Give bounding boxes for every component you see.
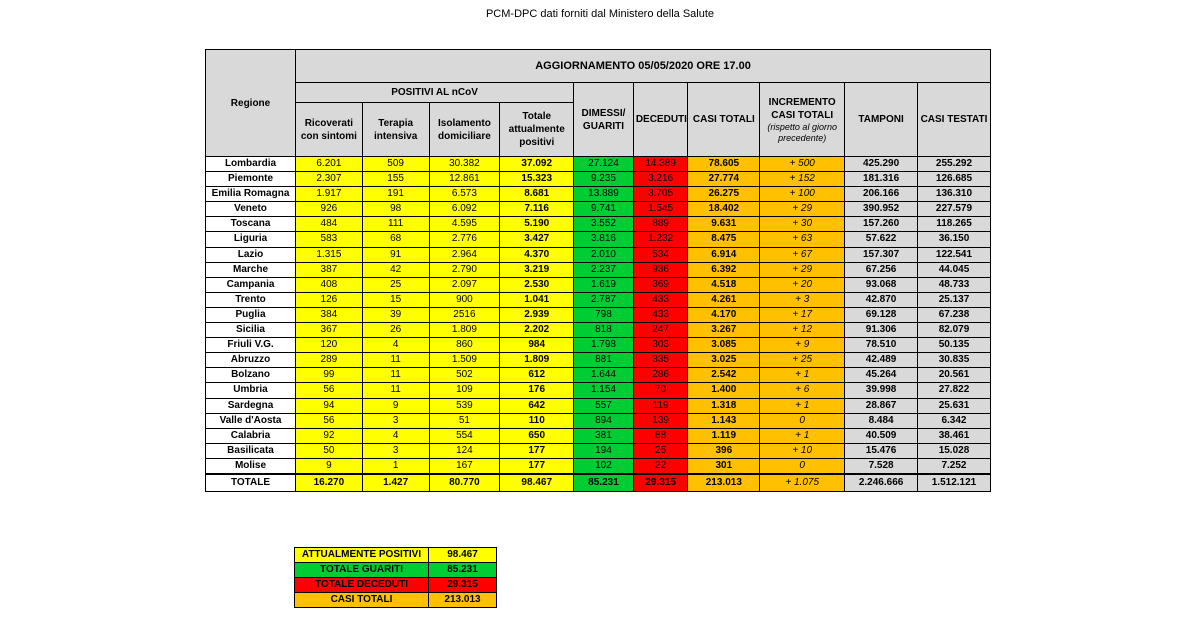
cell-dimessi: 9.235: [574, 172, 634, 187]
cell-isolamento: 2.790: [429, 262, 500, 277]
cell-dimessi: 818: [574, 323, 634, 338]
table-row: [206, 307, 991, 322]
cell-casi-totali: 4.518: [688, 277, 760, 292]
cell-incremento: + 9: [760, 338, 845, 353]
cell-casi-testati: 136.310: [917, 187, 990, 202]
covid-data-table: [205, 49, 991, 492]
summary-row: [295, 578, 497, 593]
cell-casi-testati: 126.685: [917, 172, 990, 187]
cell-region: Marche: [206, 262, 296, 277]
cell-deceduti: 3.705: [633, 187, 688, 202]
summary-value: 98.467: [429, 548, 497, 563]
cell-dimessi: 3.552: [574, 217, 634, 232]
cell-incremento: + 10: [760, 443, 845, 458]
cell-ricoverati: 92: [296, 428, 363, 443]
cell-casi-totali: 8.475: [688, 232, 760, 247]
cell-isolamento: 860: [429, 338, 500, 353]
table-row: [206, 428, 991, 443]
total-isolamento: 80.770: [429, 474, 500, 492]
cell-dimessi: 1.798: [574, 338, 634, 353]
cell-region: Bolzano: [206, 368, 296, 383]
summary-table: [294, 547, 497, 608]
total-incremento: + 1.075: [760, 474, 845, 492]
cell-tamponi: 157.307: [845, 247, 918, 262]
header-deceduti: DECEDUTI: [633, 83, 688, 157]
total-label: TOTALE: [206, 474, 296, 492]
table-row: [206, 262, 991, 277]
cell-terapia: 9: [362, 398, 429, 413]
cell-casi-testati: 30.835: [917, 353, 990, 368]
cell-incremento: + 29: [760, 262, 845, 277]
cell-casi-testati: 27.822: [917, 383, 990, 398]
header-dimessi: DIMESSI/ GUARITI: [574, 83, 634, 157]
cell-ricoverati: 387: [296, 262, 363, 277]
table-row: [206, 353, 991, 368]
cell-tamponi: 93.068: [845, 277, 918, 292]
total-dimessi: 85.231: [574, 474, 634, 492]
cell-tamponi: 157.260: [845, 217, 918, 232]
cell-dimessi: 1.619: [574, 277, 634, 292]
cell-casi-testati: 50.135: [917, 338, 990, 353]
cell-isolamento: 1.509: [429, 353, 500, 368]
cell-totale-pos: 2.939: [500, 307, 574, 322]
cell-dimessi: 27.124: [574, 157, 634, 172]
cell-tamponi: 15.476: [845, 443, 918, 458]
header-incremento-note: (rispetto al giorno precedente): [767, 121, 837, 143]
cell-terapia: 1: [362, 458, 429, 474]
header-incremento: [760, 83, 845, 157]
table-row: [206, 338, 991, 353]
cell-ricoverati: 926: [296, 202, 363, 217]
cell-casi-testati: 25.631: [917, 398, 990, 413]
header-totale-positivi: Totale attualmente positivi: [500, 103, 574, 157]
cell-isolamento: 539: [429, 398, 500, 413]
cell-isolamento: 2.097: [429, 277, 500, 292]
cell-totale-pos: 984: [500, 338, 574, 353]
cell-isolamento: 4.595: [429, 217, 500, 232]
header-tamponi: TAMPONI: [845, 83, 918, 157]
cell-casi-totali: 3.025: [688, 353, 760, 368]
cell-casi-totali: 1.143: [688, 413, 760, 428]
cell-casi-testati: 7.252: [917, 458, 990, 474]
cell-casi-testati: 38.461: [917, 428, 990, 443]
summary-row: [295, 563, 497, 578]
cell-region: Umbria: [206, 383, 296, 398]
cell-tamponi: 42.489: [845, 353, 918, 368]
cell-totale-pos: 177: [500, 458, 574, 474]
cell-tamponi: 181.316: [845, 172, 918, 187]
total-casi-totali: 213.013: [688, 474, 760, 492]
total-ricoverati: 16.270: [296, 474, 363, 492]
cell-incremento: + 20: [760, 277, 845, 292]
cell-casi-totali: 6.392: [688, 262, 760, 277]
cell-incremento: + 1: [760, 368, 845, 383]
cell-deceduti: 335: [633, 353, 688, 368]
cell-terapia: 91: [362, 247, 429, 262]
cell-region: Lombardia: [206, 157, 296, 172]
cell-casi-totali: 1.119: [688, 428, 760, 443]
cell-isolamento: 1.809: [429, 323, 500, 338]
cell-dimessi: 2.787: [574, 292, 634, 307]
cell-casi-totali: 27.774: [688, 172, 760, 187]
table-row: [206, 247, 991, 262]
total-totale-positivi: 98.467: [500, 474, 574, 492]
cell-ricoverati: 126: [296, 292, 363, 307]
cell-totale-pos: 4.370: [500, 247, 574, 262]
cell-tamponi: 28.867: [845, 398, 918, 413]
cell-incremento: + 29: [760, 202, 845, 217]
cell-tamponi: 390.952: [845, 202, 918, 217]
cell-deceduti: 286: [633, 368, 688, 383]
header-casi-testati: CASI TESTATI: [917, 83, 990, 157]
cell-terapia: 3: [362, 413, 429, 428]
cell-casi-testati: 82.079: [917, 323, 990, 338]
cell-terapia: 11: [362, 383, 429, 398]
cell-terapia: 42: [362, 262, 429, 277]
cell-incremento: + 30: [760, 217, 845, 232]
cell-incremento: + 12: [760, 323, 845, 338]
cell-tamponi: 8.484: [845, 413, 918, 428]
cell-ricoverati: 367: [296, 323, 363, 338]
cell-tamponi: 69.128: [845, 307, 918, 322]
cell-totale-pos: 5.190: [500, 217, 574, 232]
cell-deceduti: 303: [633, 338, 688, 353]
cell-dimessi: 3.816: [574, 232, 634, 247]
cell-totale-pos: 612: [500, 368, 574, 383]
cell-dimessi: 881: [574, 353, 634, 368]
cell-totale-pos: 8.681: [500, 187, 574, 202]
cell-tamponi: 206.166: [845, 187, 918, 202]
cell-deceduti: 433: [633, 292, 688, 307]
cell-totale-pos: 650: [500, 428, 574, 443]
cell-ricoverati: 120: [296, 338, 363, 353]
cell-isolamento: 51: [429, 413, 500, 428]
table-row: [206, 202, 991, 217]
cell-dimessi: 2.237: [574, 262, 634, 277]
total-tamponi: 2.246.666: [845, 474, 918, 492]
cell-region: Toscana: [206, 217, 296, 232]
table-row: [206, 157, 991, 172]
table-row: [206, 368, 991, 383]
cell-terapia: 155: [362, 172, 429, 187]
cell-tamponi: 67.256: [845, 262, 918, 277]
cell-region: Campania: [206, 277, 296, 292]
header-ricoverati: Ricoverati con sintomi: [296, 103, 363, 157]
header-region: Regione: [206, 50, 296, 157]
cell-totale-pos: 2.530: [500, 277, 574, 292]
summary-value: 213.013: [429, 593, 497, 608]
cell-dimessi: 102: [574, 458, 634, 474]
cell-region: Calabria: [206, 428, 296, 443]
cell-deceduti: 369: [633, 277, 688, 292]
cell-terapia: 26: [362, 323, 429, 338]
cell-dimessi: 798: [574, 307, 634, 322]
table-row: [206, 443, 991, 458]
cell-region: Abruzzo: [206, 353, 296, 368]
cell-dimessi: 557: [574, 398, 634, 413]
cell-region: Sicilia: [206, 323, 296, 338]
cell-totale-pos: 7.116: [500, 202, 574, 217]
cell-terapia: 68: [362, 232, 429, 247]
cell-ricoverati: 1.315: [296, 247, 363, 262]
summary-row: [295, 548, 497, 563]
cell-deceduti: 1.545: [633, 202, 688, 217]
summary-row: [295, 593, 497, 608]
cell-isolamento: 900: [429, 292, 500, 307]
cell-terapia: 39: [362, 307, 429, 322]
header-terapia: Terapia intensiva: [362, 103, 429, 157]
cell-incremento: + 1: [760, 398, 845, 413]
table-row: [206, 323, 991, 338]
table-row: [206, 398, 991, 413]
cell-terapia: 3: [362, 443, 429, 458]
cell-tamponi: 57.622: [845, 232, 918, 247]
cell-deceduti: 119: [633, 398, 688, 413]
cell-region: Piemonte: [206, 172, 296, 187]
cell-terapia: 191: [362, 187, 429, 202]
cell-totale-pos: 15.323: [500, 172, 574, 187]
cell-deceduti: 14.389: [633, 157, 688, 172]
cell-isolamento: 30.382: [429, 157, 500, 172]
summary-label: CASI TOTALI: [295, 593, 429, 608]
summary-label: TOTALE DECEDUTI: [295, 578, 429, 593]
cell-incremento: + 17: [760, 307, 845, 322]
total-row: [206, 474, 991, 492]
cell-casi-totali: 2.542: [688, 368, 760, 383]
cell-tamponi: 78.510: [845, 338, 918, 353]
cell-deceduti: 70: [633, 383, 688, 398]
cell-incremento: + 3: [760, 292, 845, 307]
cell-casi-testati: 122.541: [917, 247, 990, 262]
table-row: [206, 383, 991, 398]
cell-region: Puglia: [206, 307, 296, 322]
table-row: [206, 217, 991, 232]
cell-incremento: + 63: [760, 232, 845, 247]
cell-deceduti: 3.216: [633, 172, 688, 187]
summary-label: TOTALE GUARITI: [295, 563, 429, 578]
cell-region: Trento: [206, 292, 296, 307]
cell-region: Lazio: [206, 247, 296, 262]
cell-ricoverati: 99: [296, 368, 363, 383]
cell-ricoverati: 56: [296, 383, 363, 398]
cell-casi-testati: 15.028: [917, 443, 990, 458]
cell-deceduti: 25: [633, 443, 688, 458]
cell-casi-totali: 4.261: [688, 292, 760, 307]
cell-ricoverati: 9: [296, 458, 363, 474]
cell-isolamento: 554: [429, 428, 500, 443]
table-row: [206, 292, 991, 307]
cell-isolamento: 6.573: [429, 187, 500, 202]
table-row: [206, 232, 991, 247]
cell-tamponi: 39.998: [845, 383, 918, 398]
cell-casi-totali: 78.605: [688, 157, 760, 172]
cell-deceduti: 433: [633, 307, 688, 322]
cell-ricoverati: 6.201: [296, 157, 363, 172]
summary-value: 29.315: [429, 578, 497, 593]
cell-casi-totali: 18.402: [688, 202, 760, 217]
table-row: [206, 277, 991, 292]
cell-ricoverati: 408: [296, 277, 363, 292]
cell-casi-totali: 396: [688, 443, 760, 458]
cell-casi-testati: 6.342: [917, 413, 990, 428]
cell-tamponi: 45.264: [845, 368, 918, 383]
summary-value: 85.231: [429, 563, 497, 578]
cell-deceduti: 88: [633, 428, 688, 443]
cell-tamponi: 42.870: [845, 292, 918, 307]
table-row: [206, 187, 991, 202]
region-rows: [206, 157, 991, 474]
cell-region: Basilicata: [206, 443, 296, 458]
cell-terapia: 98: [362, 202, 429, 217]
table-row: [206, 172, 991, 187]
cell-dimessi: 894: [574, 413, 634, 428]
cell-incremento: + 6: [760, 383, 845, 398]
cell-isolamento: 2.964: [429, 247, 500, 262]
header-incremento-label: INCREMENTO CASI TOTALI: [768, 96, 836, 121]
cell-dimessi: 1.644: [574, 368, 634, 383]
cell-terapia: 25: [362, 277, 429, 292]
cell-casi-testati: 36.150: [917, 232, 990, 247]
cell-deceduti: 139: [633, 413, 688, 428]
cell-isolamento: 109: [429, 383, 500, 398]
summary-label: ATTUALMENTE POSITIVI: [295, 548, 429, 563]
cell-deceduti: 889: [633, 217, 688, 232]
cell-ricoverati: 2.307: [296, 172, 363, 187]
total-deceduti: 29.315: [633, 474, 688, 492]
cell-terapia: 4: [362, 338, 429, 353]
cell-totale-pos: 177: [500, 443, 574, 458]
cell-region: Friuli V.G.: [206, 338, 296, 353]
cell-region: Emilia Romagna: [206, 187, 296, 202]
cell-region: Liguria: [206, 232, 296, 247]
cell-totale-pos: 176: [500, 383, 574, 398]
cell-ricoverati: 289: [296, 353, 363, 368]
table-row: [206, 413, 991, 428]
cell-casi-testati: 25.137: [917, 292, 990, 307]
cell-region: Valle d'Aosta: [206, 413, 296, 428]
cell-ricoverati: 583: [296, 232, 363, 247]
total-terapia: 1.427: [362, 474, 429, 492]
cell-terapia: 11: [362, 353, 429, 368]
cell-deceduti: 22: [633, 458, 688, 474]
cell-deceduti: 534: [633, 247, 688, 262]
cell-ricoverati: 484: [296, 217, 363, 232]
cell-casi-testati: 44.045: [917, 262, 990, 277]
cell-casi-testati: 20.561: [917, 368, 990, 383]
cell-casi-totali: 26.275: [688, 187, 760, 202]
cell-incremento: + 152: [760, 172, 845, 187]
cell-ricoverati: 384: [296, 307, 363, 322]
cell-dimessi: 194: [574, 443, 634, 458]
cell-incremento: + 1: [760, 428, 845, 443]
cell-casi-testati: 227.579: [917, 202, 990, 217]
cell-incremento: 0: [760, 413, 845, 428]
cell-incremento: 0: [760, 458, 845, 474]
header-isolamento: Isolamento domiciliare: [429, 103, 500, 157]
cell-casi-totali: 301: [688, 458, 760, 474]
cell-isolamento: 6.092: [429, 202, 500, 217]
cell-casi-testati: 48.733: [917, 277, 990, 292]
cell-dimessi: 9.741: [574, 202, 634, 217]
cell-isolamento: 167: [429, 458, 500, 474]
cell-ricoverati: 56: [296, 413, 363, 428]
cell-ricoverati: 94: [296, 398, 363, 413]
cell-tamponi: 425.290: [845, 157, 918, 172]
cell-casi-totali: 9.631: [688, 217, 760, 232]
cell-totale-pos: 37.092: [500, 157, 574, 172]
cell-totale-pos: 642: [500, 398, 574, 413]
cell-totale-pos: 110: [500, 413, 574, 428]
cell-casi-totali: 3.085: [688, 338, 760, 353]
total-casi-testati: 1.512.121: [917, 474, 990, 492]
cell-incremento: + 500: [760, 157, 845, 172]
cell-casi-totali: 1.318: [688, 398, 760, 413]
cell-region: Molise: [206, 458, 296, 474]
cell-terapia: 111: [362, 217, 429, 232]
cell-isolamento: 12.861: [429, 172, 500, 187]
cell-casi-testati: 255.292: [917, 157, 990, 172]
cell-region: Veneto: [206, 202, 296, 217]
cell-tamponi: 7.528: [845, 458, 918, 474]
cell-isolamento: 124: [429, 443, 500, 458]
cell-dimessi: 1.154: [574, 383, 634, 398]
cell-incremento: + 100: [760, 187, 845, 202]
cell-deceduti: 936: [633, 262, 688, 277]
cell-incremento: + 67: [760, 247, 845, 262]
table-row: [206, 458, 991, 474]
cell-totale-pos: 2.202: [500, 323, 574, 338]
cell-casi-totali: 1.400: [688, 383, 760, 398]
header-positivi-group: POSITIVI AL nCoV: [296, 83, 574, 103]
cell-totale-pos: 1.041: [500, 292, 574, 307]
cell-isolamento: 2.776: [429, 232, 500, 247]
cell-terapia: 4: [362, 428, 429, 443]
cell-terapia: 15: [362, 292, 429, 307]
cell-ricoverati: 1.917: [296, 187, 363, 202]
cell-totale-pos: 3.219: [500, 262, 574, 277]
cell-terapia: 11: [362, 368, 429, 383]
cell-casi-testati: 118.265: [917, 217, 990, 232]
cell-tamponi: 91.306: [845, 323, 918, 338]
cell-totale-pos: 1.809: [500, 353, 574, 368]
cell-incremento: + 25: [760, 353, 845, 368]
source-caption: PCM-DPC dati forniti dal Ministero della Salute: [485, 8, 715, 20]
cell-ricoverati: 50: [296, 443, 363, 458]
cell-isolamento: 502: [429, 368, 500, 383]
cell-dimessi: 2.010: [574, 247, 634, 262]
cell-deceduti: 247: [633, 323, 688, 338]
cell-isolamento: 2516: [429, 307, 500, 322]
cell-casi-totali: 6.914: [688, 247, 760, 262]
cell-totale-pos: 3.427: [500, 232, 574, 247]
cell-casi-testati: 67.238: [917, 307, 990, 322]
cell-dimessi: 13.889: [574, 187, 634, 202]
cell-dimessi: 381: [574, 428, 634, 443]
cell-region: Sardegna: [206, 398, 296, 413]
header-casi-totali: CASI TOTALI: [688, 83, 760, 157]
cell-tamponi: 40.509: [845, 428, 918, 443]
cell-terapia: 509: [362, 157, 429, 172]
cell-casi-totali: 3.267: [688, 323, 760, 338]
cell-casi-totali: 4.170: [688, 307, 760, 322]
cell-deceduti: 1.232: [633, 232, 688, 247]
header-update: AGGIORNAMENTO 05/05/2020 ORE 17.00: [296, 50, 991, 83]
